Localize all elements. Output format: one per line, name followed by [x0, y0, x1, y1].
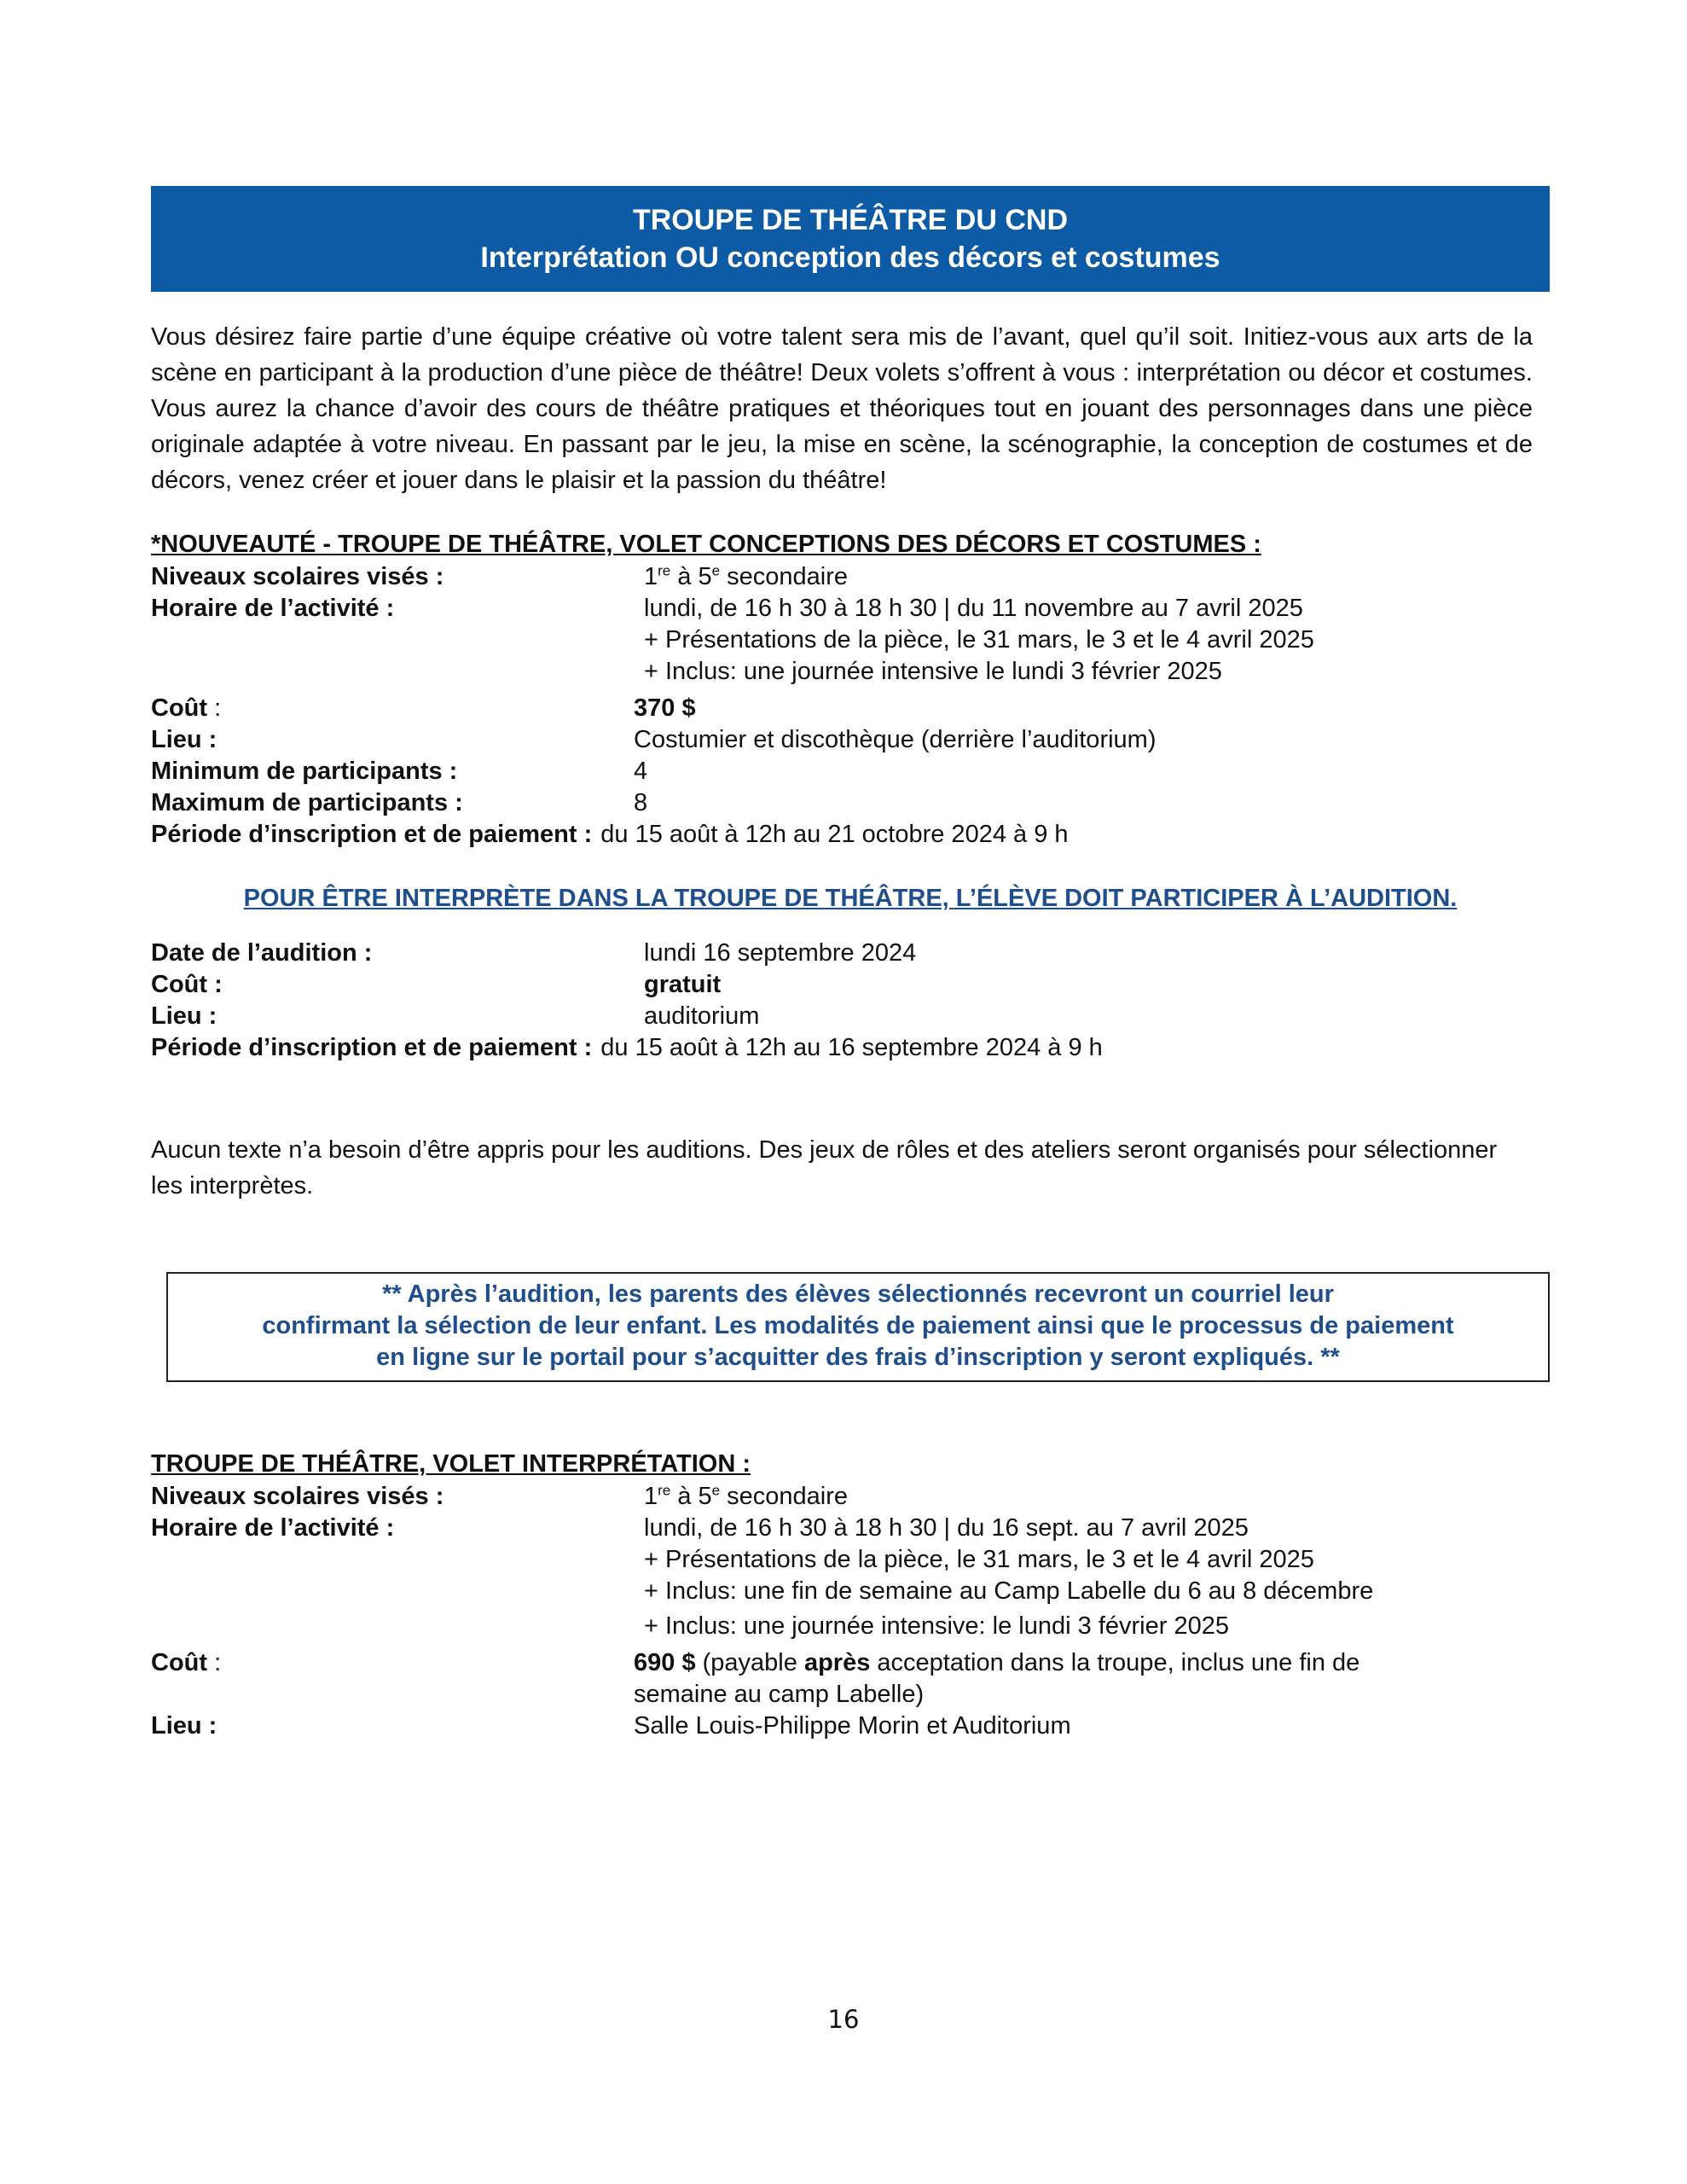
decor-lieu-value: Costumier et discothèque (derrière l’auditorium): [634, 726, 1157, 753]
page-number: 16: [827, 2005, 860, 2034]
decor-niveaux-label: Niveaux scolaires visés :: [151, 563, 444, 590]
audition-date-value: lundi 16 septembre 2024: [644, 939, 917, 967]
audition-lieu-value: auditorium: [644, 1002, 760, 1030]
document-page: [151, 186, 1550, 1742]
notice-line: ** Après l’audition, les parents des élèves sélectionnés recevront un courriel leur: [382, 1281, 1334, 1308]
notice-box: [166, 1272, 1550, 1382]
decor-lieu-label: Lieu :: [151, 726, 217, 753]
decor-horaire-label: Horaire de l’activité :: [151, 595, 395, 622]
interp-horaire-value: [630, 1513, 1550, 1642]
interp-cout-value: 690 $ (payable après acceptation dans la troupe, inclus une fin de semaine au camp Labelle): [634, 1649, 1360, 1708]
audition-date-row: [151, 938, 1550, 969]
interp-niveaux-value: 1re à 5e secondaire: [644, 1482, 849, 1510]
interp-horaire-label: Horaire de l’activité :: [151, 1514, 395, 1542]
title-banner: [151, 186, 1550, 292]
decor-lieu-row: [151, 724, 1550, 756]
decor-cout-label: Coût :: [151, 694, 222, 722]
decor-section-heading: *NOUVEAUTÉ - TROUPE DE THÉÂTRE, VOLET CONCEPTIONS DES DÉCORS ET COSTUMES :: [151, 531, 1261, 558]
decor-periode-value: du 15 août à 12h au 21 octobre 2024 à 9 h: [600, 821, 1069, 848]
interp-details: [151, 1481, 1550, 1742]
audition-cout-row: [151, 969, 1550, 1001]
interp-cout-label: Coût :: [151, 1649, 222, 1676]
interp-niveaux-row: [151, 1481, 1550, 1513]
audition-periode-label: Période d’inscription et de paiement :: [151, 1034, 593, 1061]
decor-max-label: Maximum de participants :: [151, 789, 463, 816]
decor-cout-value: 370 $: [634, 694, 696, 722]
decor-max-row: [151, 787, 1550, 819]
audition-details: [151, 938, 1550, 1064]
interp-lieu-label: Lieu :: [151, 1712, 217, 1740]
audition-cout-value: gratuit: [644, 971, 722, 998]
interp-horaire-line: + Inclus: une journée intensive: le lundi 3 février 2025: [644, 1612, 1229, 1640]
audition-cout-label: Coût :: [151, 971, 223, 998]
audition-lieu-row: [151, 1001, 1550, 1032]
interp-lieu-row: [151, 1711, 1550, 1742]
decor-cout-row: [151, 693, 1550, 724]
interp-horaire-row: [151, 1513, 1550, 1642]
decor-periode-row: [151, 819, 1550, 851]
banner-subtitle: Interprétation OU conception des décors et costumes: [480, 241, 1220, 274]
audition-call-link[interactable]: POUR ÊTRE INTERPRÈTE DANS LA TROUPE DE THÉÂTRE, L’ÉLÈVE DOIT PARTICIPER À L’AUDITION.: [243, 885, 1458, 912]
decor-max-value: 8: [634, 789, 648, 816]
interp-horaire-line: + Présentations de la pièce, le 31 mars, le 3 et le 4 avril 2025: [644, 1546, 1314, 1573]
banner-title: TROUPE DE THÉÂTRE DU CND: [632, 204, 1069, 236]
decor-horaire-line: + Inclus: une journée intensive le lundi 3 février 2025: [644, 658, 1222, 685]
audition-periode-row: [151, 1032, 1550, 1064]
decor-min-row: [151, 756, 1550, 787]
decor-horaire-value: [630, 593, 1550, 688]
decor-niveaux-row: [151, 561, 1550, 593]
interp-niveaux-label: Niveaux scolaires visés :: [151, 1483, 444, 1510]
audition-date-label: Date de l’audition :: [151, 939, 373, 967]
audition-note: Aucun texte n’a besoin d’être appris pour les auditions. Des jeux de rôles et des ateliers seront organisés pour sélectionner les interprètes.: [151, 1136, 1498, 1199]
interp-horaire-line: + Inclus: une fin de semaine au Camp Labelle du 6 au 8 décembre: [644, 1577, 1374, 1605]
audition-lieu-label: Lieu :: [151, 1002, 217, 1030]
decor-periode-label: Période d’inscription et de paiement :: [151, 821, 593, 848]
notice-line: en ligne sur le portail pour s’acquitter des frais d’inscription y seront expliqués. **: [376, 1344, 1340, 1371]
notice-line: confirmant la sélection de leur enfant. Les modalités de paiement ainsi que le processus de paiement: [262, 1312, 1454, 1339]
audition-periode-value: du 15 août à 12h au 16 septembre 2024 à 9 h: [600, 1034, 1103, 1061]
decor-horaire-line: + Présentations de la pièce, le 31 mars, le 3 et le 4 avril 2025: [644, 626, 1314, 653]
intro-paragraph: Vous désirez faire partie d’une équipe créative où votre talent sera mis de l’avant, quel qu’il soit. Initiez-vous aux arts de la scène en participant à la production d’une pièce de théâtre! Deux volets s’offrent à vous : interprétation ou décor et costumes. Vous aurez la chance d’avoir des cours de théâtre pratiques et théoriques tout en jouant des personnages dans une pièce originale adaptée à votre niveau. En passant par le jeu, la mise en scène, la scénographie, la conception de costumes et de décors, venez créer et jouer dans le plaisir et la passion du théâtre!: [151, 323, 1533, 494]
interp-cout-row: [151, 1647, 1550, 1711]
decor-niveaux-value: 1re à 5e secondaire: [644, 562, 849, 590]
interp-section-heading: TROUPE DE THÉÂTRE, VOLET INTERPRÉTATION :: [151, 1450, 751, 1478]
decor-details: [151, 561, 1550, 851]
decor-min-label: Minimum de participants :: [151, 758, 458, 785]
decor-horaire-row: [151, 593, 1550, 688]
decor-min-value: 4: [634, 758, 648, 785]
interp-horaire-line: lundi, de 16 h 30 à 18 h 30 | du 16 sept. au 7 avril 2025: [644, 1514, 1249, 1542]
decor-horaire-line: lundi, de 16 h 30 à 18 h 30 | du 11 novembre au 7 avril 2025: [644, 595, 1303, 622]
interp-lieu-value: Salle Louis-Philippe Morin et Auditorium: [634, 1712, 1071, 1740]
